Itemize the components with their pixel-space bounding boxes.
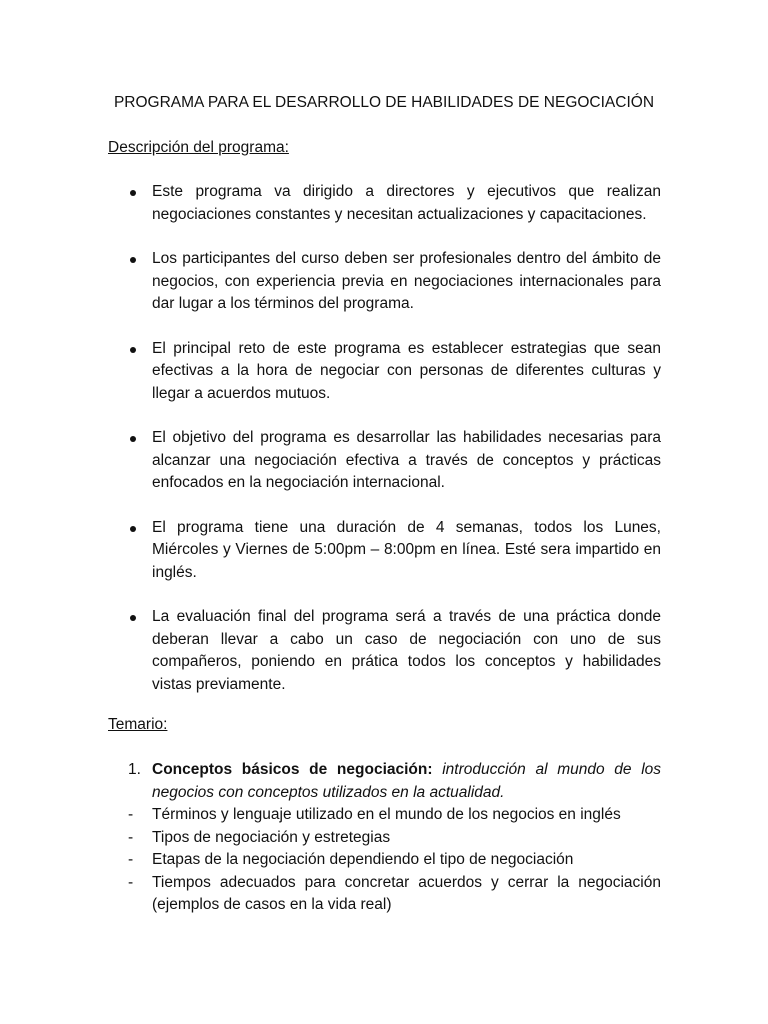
description-item <box>128 338 661 406</box>
temario-subitem-text: Tipos de negociación y estretegias <box>152 828 391 846</box>
description-list <box>128 181 661 718</box>
temario-subitem <box>128 827 661 850</box>
description-item <box>128 181 661 226</box>
description-item-text: La evaluación final del programa será a través de una práctica donde deberan llevar a cabo un caso de negociación con uno de sus compañeros, poniendo en prática todos los conceptos y habilidades vistas previamente. <box>152 608 661 693</box>
bullet-icon <box>130 257 136 263</box>
dash-marker: - <box>128 851 134 868</box>
temario-list <box>128 759 661 804</box>
temario-subitem-text: Tiempos adecuados para concretar acuerdos y cerrar la negociación (ejemplos de casos en la vida real) <box>152 873 661 913</box>
bullet-icon <box>130 615 136 621</box>
description-item-text: El programa tiene una duración de 4 semanas, todos los Lunes, Miércoles y Viernes de 5:00pm – 8:00pm en línea. Esté sera impartido en inglés. <box>152 518 661 581</box>
temario-subitem <box>128 872 661 917</box>
bullet-icon <box>130 190 136 196</box>
description-item <box>128 517 661 585</box>
temario-subitems <box>128 804 661 917</box>
description-item-text: El principal reto de este programa es establecer estrategias que sean efectivas a la hora de negociar con personas de diferentes culturas y llegar a acuerdos mutuos. <box>152 339 661 402</box>
temario-subitem <box>128 849 661 872</box>
temario-subitem-text: Términos y lenguaje utilizado en el mundo de los negocios en inglés <box>152 806 621 823</box>
dash-marker: - <box>128 828 134 846</box>
item-number: 1. <box>128 761 141 778</box>
description-item <box>128 606 661 696</box>
dash-marker: - <box>128 873 134 891</box>
temario-subitem <box>128 804 661 827</box>
bullet-icon <box>130 526 136 532</box>
dash-marker: - <box>128 806 134 823</box>
description-item-text: El objetivo del programa es desarrollar las habilidades necesarias para alcanzar una negociación efectiva a través de conceptos y prácticas enfocados en la negociación internacional. <box>152 429 661 491</box>
temario-item <box>128 759 661 804</box>
description-item <box>128 427 661 495</box>
description-item-text: Este programa va dirigido a directores y ejecutivos que realizan negociaciones constantes y necesitan actualizaciones y capacitaciones. <box>152 183 661 223</box>
temario-item-title: Conceptos básicos de negociación: <box>152 761 433 778</box>
temario-item-description: introducción al mundo de los negocios con conceptos utilizados en la actualidad. <box>152 761 662 801</box>
bullet-icon <box>130 347 136 353</box>
description-item-text: Los participantes del curso deben ser profesionales dentro del ámbito de negocios, con experiencia previa en negociaciones internacionales para dar lugar a los términos del programa. <box>152 250 661 312</box>
description-item <box>128 248 661 316</box>
temario-heading: Temario: <box>108 716 168 733</box>
description-heading: Descripción del programa: <box>108 139 289 156</box>
bullet-icon <box>130 436 136 442</box>
document-title: PROGRAMA PARA EL DESARROLLO DE HABILIDADES DE NEGOCIACIÓN <box>113 94 655 111</box>
temario-subitem-text: Etapas de la negociación dependiendo el tipo de negociación <box>152 851 574 868</box>
